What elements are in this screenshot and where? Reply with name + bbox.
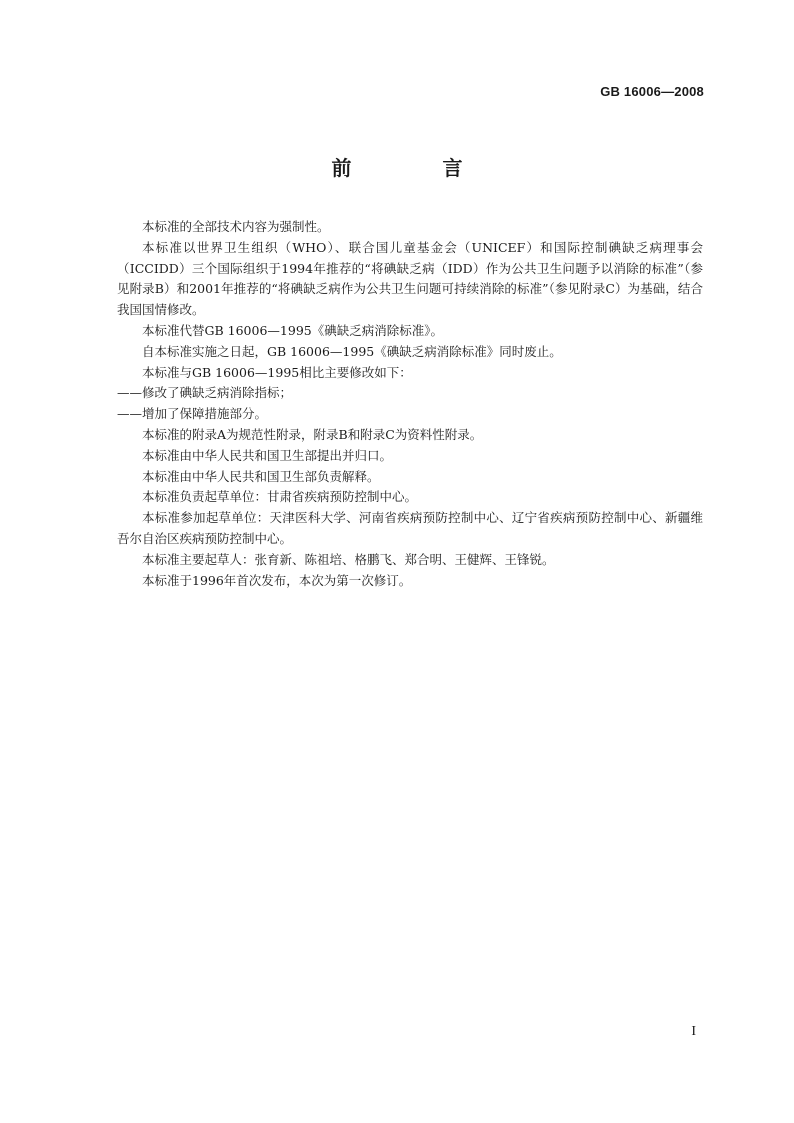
paragraph-history: 本标准于1996年首次发布，本次为第一次修订。	[142, 572, 412, 588]
paragraph-proposed-by: 本标准由中华人民共和国卫生部提出并归口。	[142, 447, 393, 463]
standard-code: GB 16006—2008	[600, 84, 704, 99]
paragraph-basis: 本标准以世界卫生组织（WHO）、联合国儿童基金会（UNICEF）和国际控制碘缺乏病理事会（ICCIDD）三个国际组织于1994年推荐的“将碘缺乏病（IDD）作为公共卫生问题予以消除的标准”（参见附录B）和2001年推荐的“将碘缺乏病作为公共卫生问题可持续消除的标准”（参见附录C）为基础，结合我国国情修改。	[117, 239, 703, 318]
paragraph-appendices: 本标准的附录A为规范性附录，附录B和附录C为资料性附录。	[142, 426, 483, 442]
preface-body	[117, 217, 703, 591]
paragraph-interpreted-by: 本标准由中华人民共和国卫生部负责解释。	[142, 468, 380, 484]
page-number: I	[691, 1024, 696, 1039]
paragraph-changes-intro: 本标准与GB 16006—1995相比主要修改如下：	[142, 364, 412, 380]
paragraph-drafting-unit: 本标准负责起草单位：甘肃省疾病预防控制中心。	[142, 489, 418, 505]
paragraph-abolished: 自本标准实施之日起，GB 16006—1995《碘缺乏病消除标准》同时废止。	[142, 343, 562, 359]
paragraph-drafters: 本标准主要起草人：张育新、陈祖培、格鹏飞、郑合明、王健辉、王锋锐。	[142, 551, 555, 567]
change-item: ——增加了保障措施部分。	[117, 406, 268, 422]
paragraph-mandatory: 本标准的全部技术内容为强制性。	[142, 219, 330, 234]
page-title: 前 言	[331, 156, 505, 180]
change-item: ——修改了碘缺乏病消除指标；	[117, 385, 293, 401]
paragraph-replaces: 本标准代替GB 16006—1995《碘缺乏病消除标准》。	[142, 322, 443, 338]
paragraph-participating-units: 本标准参加起草单位：天津医科大学、河南省疾病预防控制中心、辽宁省疾病预防控制中心、新疆维吾尔自治区疾病预防控制中心。	[117, 510, 703, 546]
